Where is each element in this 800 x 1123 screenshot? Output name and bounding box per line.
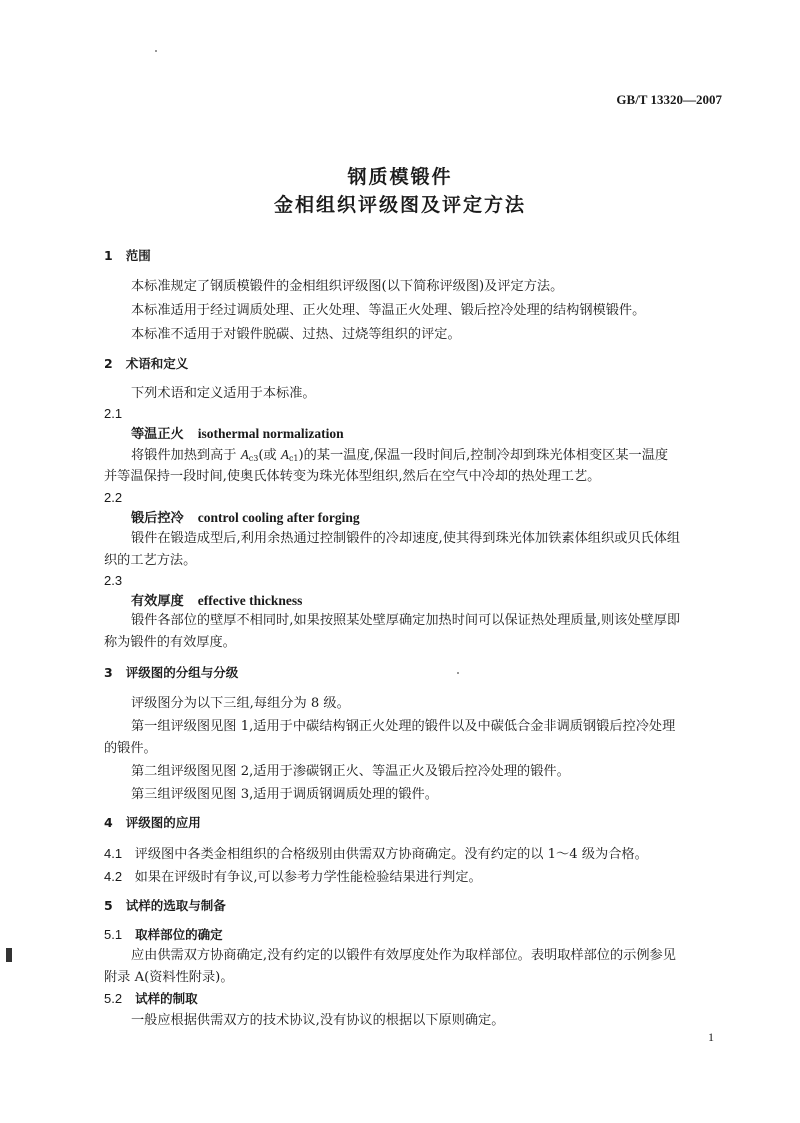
section-2-heading bbox=[104, 355, 188, 373]
paragraph: 第一组评级图见图 1,适用于中碳结构钢正火处理的锻件以及中碳低合金非调质钢锻后控冷处理 bbox=[131, 719, 676, 734]
term-heading bbox=[131, 425, 344, 444]
term-number: 2.1 bbox=[104, 406, 123, 421]
term-en: control cooling after forging bbox=[197, 510, 360, 525]
section-title: 试样的选取与制备 bbox=[125, 898, 226, 913]
term-heading bbox=[131, 592, 302, 611]
paragraph: 下列术语和定义适用于本标准。 bbox=[131, 386, 316, 401]
paragraph: 本标准不适用于对锻件脱碳、过热、过烧等组织的评定。 bbox=[131, 327, 461, 342]
section-title: 术语和定义 bbox=[125, 356, 189, 371]
symbol-subscript: c3 bbox=[248, 454, 259, 463]
section-title: 范围 bbox=[125, 248, 151, 263]
section-4-heading bbox=[104, 814, 201, 832]
section-number: 2 bbox=[104, 356, 113, 371]
definition-line bbox=[131, 446, 668, 468]
subsection-title: 试样的制取 bbox=[135, 991, 198, 1006]
text-span: (或 bbox=[258, 448, 281, 463]
paragraph: 本标准规定了钢质模锻件的金相组织评级图(以下简称评级图)及评定方法。 bbox=[131, 279, 564, 294]
subsection-title: 取样部位的确定 bbox=[135, 927, 223, 942]
subsection-5-2-heading bbox=[104, 990, 198, 1008]
symbol-subscript: c1 bbox=[288, 454, 299, 463]
clause-number: 4.2 bbox=[104, 869, 123, 884]
term-en: isothermal normalization bbox=[197, 426, 344, 441]
definition-line: 并等温保持一段时间,使奥氏体转变为珠光体型组织,然后在空气中冷却的热处理工艺。 bbox=[104, 469, 601, 484]
paragraph: 评级图分为以下三组,每组分为 8 级。 bbox=[131, 696, 350, 711]
subsection-5-1-heading bbox=[104, 926, 223, 944]
section-number: 4 bbox=[104, 815, 113, 830]
scan-artifact bbox=[6, 948, 12, 962]
section-3-heading bbox=[104, 664, 238, 682]
paragraph: 本标准适用于经过调质处理、正火处理、等温正火处理、锻后控冷处理的结构钢模锻件。 bbox=[131, 303, 646, 318]
clause-text: 评级图中各类金相组织的合格级别由供需双方协商确定。没有约定的以 1～4 级为合格。 bbox=[134, 847, 648, 862]
text-span: )的某一温度,保温一段时间后,控制冷却到珠光体相变区某一温度 bbox=[298, 448, 669, 463]
definition-line: 织的工艺方法。 bbox=[104, 553, 197, 568]
term-en: effective thickness bbox=[197, 593, 303, 608]
paragraph: 第二组评级图见图 2,适用于渗碳钢正火、等温正火及锻后控冷处理的锻件。 bbox=[131, 764, 570, 779]
scan-speck bbox=[457, 672, 459, 674]
definition-line: 锻件在锻造成型后,利用余热通过控制锻件的冷却速度,使其得到珠光体加铁素体组织或贝氏体组 bbox=[131, 531, 681, 546]
paragraph: 一般应根据供需双方的技术协议,没有协议的根据以下原则确定。 bbox=[131, 1013, 505, 1028]
definition-line: 锻件各部位的壁厚不相同时,如果按照某处壁厚确定加热时间可以保证热处理质量,则该处壁厚即 bbox=[131, 613, 681, 628]
term-number: 2.3 bbox=[104, 573, 123, 588]
section-title: 评级图的分组与分级 bbox=[125, 665, 239, 680]
symbol-ac1: A bbox=[280, 447, 289, 462]
section-number: 5 bbox=[104, 898, 113, 913]
paragraph: 第三组评级图见图 3,适用于调质钢调质处理的锻件。 bbox=[131, 787, 438, 802]
term-cn: 锻后控冷 bbox=[131, 511, 184, 526]
text-span: 将锻件加热到高于 bbox=[131, 448, 241, 463]
section-5-heading bbox=[104, 897, 226, 915]
paragraph: 附录 A(资料性附录)。 bbox=[104, 970, 234, 985]
paragraph: 的锻件。 bbox=[104, 741, 157, 756]
term-cn: 等温正火 bbox=[131, 427, 184, 442]
term-heading bbox=[131, 509, 360, 528]
section-1-heading bbox=[104, 247, 151, 265]
symbol-ac3: A bbox=[240, 447, 249, 462]
document-title-line1: 钢质模锻件 bbox=[347, 166, 453, 188]
scan-speck bbox=[155, 50, 157, 52]
section-title: 评级图的应用 bbox=[125, 815, 201, 830]
clause-4-2 bbox=[104, 868, 482, 887]
standard-code: GB/T 13320—2007 bbox=[616, 92, 722, 107]
definition-line: 称为锻件的有效厚度。 bbox=[104, 635, 236, 650]
section-number: 3 bbox=[104, 665, 113, 680]
clause-number: 4.1 bbox=[104, 846, 123, 861]
clause-4-1 bbox=[104, 845, 648, 864]
term-cn: 有效厚度 bbox=[131, 594, 184, 609]
section-number: 1 bbox=[104, 248, 113, 263]
term-number: 2.2 bbox=[104, 490, 123, 505]
page-number: 1 bbox=[708, 1030, 714, 1044]
clause-text: 如果在评级时有争议,可以参考力学性能检验结果进行判定。 bbox=[134, 870, 482, 885]
document-title-line2: 金相组织评级图及评定方法 bbox=[273, 194, 526, 216]
paragraph: 应由供需双方协商确定,没有约定的以锻件有效厚度处作为取样部位。表明取样部位的示例参见 bbox=[131, 948, 676, 963]
clause-number: 5.2 bbox=[104, 991, 123, 1006]
clause-number: 5.1 bbox=[104, 927, 123, 942]
